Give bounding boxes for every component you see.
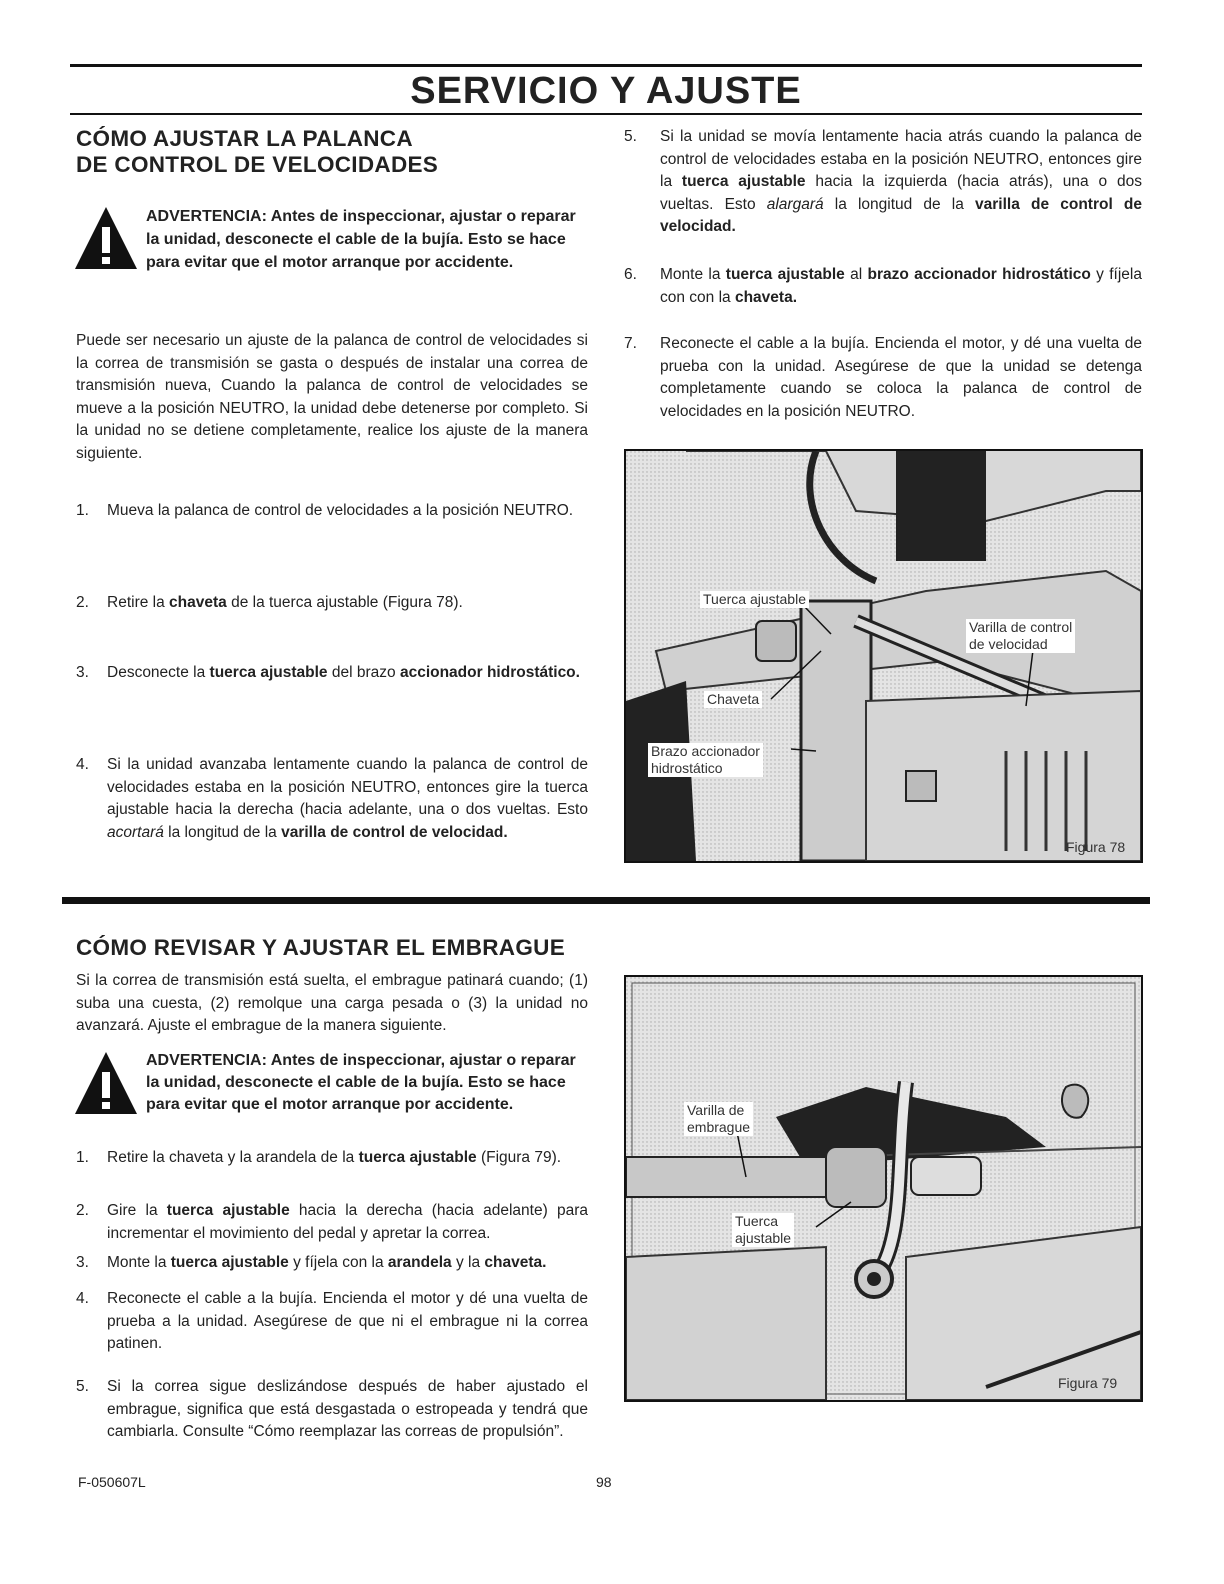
figure-79-illustration bbox=[626, 977, 1141, 1400]
warning-icon bbox=[74, 205, 138, 271]
warning-text: Antes de inspeccionar, ajustar o reparar la unidad, desconecte el cable de la bujía. Esto se hace para evitar que el motor arranque por accidente. bbox=[146, 208, 576, 271]
warning-text: Antes de inspeccionar, ajustar o reparar la unidad, desconecte el cable de la bujía. Esto se hace para evitar que el motor arranque por accidente. bbox=[146, 1052, 576, 1113]
figure-78-label-pin: Chaveta bbox=[704, 691, 762, 708]
page-title: SERVICIO Y AJUSTE bbox=[410, 70, 802, 112]
figure-78-illustration bbox=[626, 451, 1141, 861]
warning-icon bbox=[74, 1050, 138, 1116]
figure-78 bbox=[624, 449, 1143, 863]
warning-label: ADVERTENCIA: bbox=[146, 1052, 267, 1069]
section2-warning bbox=[74, 1050, 594, 1140]
header-top-rule bbox=[70, 64, 1142, 67]
figure-79 bbox=[624, 975, 1143, 1402]
section2-heading: CÓMO REVISAR Y AJUSTAR EL EMBRAGUE bbox=[76, 935, 566, 960]
footer-code: F-050607L bbox=[78, 1474, 146, 1490]
figure-78-label-rod: Varilla de control de velocidad bbox=[966, 619, 1075, 653]
section-divider bbox=[62, 897, 1150, 904]
figure-78-label-nut: Tuerca ajustable bbox=[700, 591, 809, 608]
section1-intro: Puede ser necesario un ajuste de la palanca de control de velocidades si la correa de transmisión se gasta o después de instalar una correa de transmisión nueva, Cuando la palanca de control de velocidades se mueve a la posición NEUTRO, la unidad debe detenerse por completo. Si la unidad no se detiene completamente, realice los ajuste de la manera siguiente. bbox=[76, 332, 588, 462]
page-number: 98 bbox=[596, 1474, 612, 1490]
section1-warning bbox=[74, 205, 594, 300]
figure-79-caption: Figura 79 bbox=[1058, 1375, 1118, 1391]
warning-label: ADVERTENCIA: bbox=[146, 208, 267, 225]
figure-78-label-arm: Brazo accionador hidrostático bbox=[648, 743, 763, 777]
figure-79-label-nut: Tuerca ajustable bbox=[732, 1213, 794, 1247]
section2-intro: Si la correa de transmisión está suelta, el embrague patinará cuando; (1) suba una cuesta, (2) remolque una carga pesada o (3) la unidad no avanzará. Ajuste el embrague de la manera siguiente. bbox=[76, 972, 588, 1034]
header-bottom-rule bbox=[70, 113, 1142, 115]
figure-78-caption: Figura 78 bbox=[1066, 839, 1126, 855]
section1-heading: CÓMO AJUSTAR LA PALANCA DE CONTROL DE VELOCIDADES bbox=[76, 126, 439, 177]
figure-79-label-rod: Varilla de embrague bbox=[684, 1102, 753, 1136]
